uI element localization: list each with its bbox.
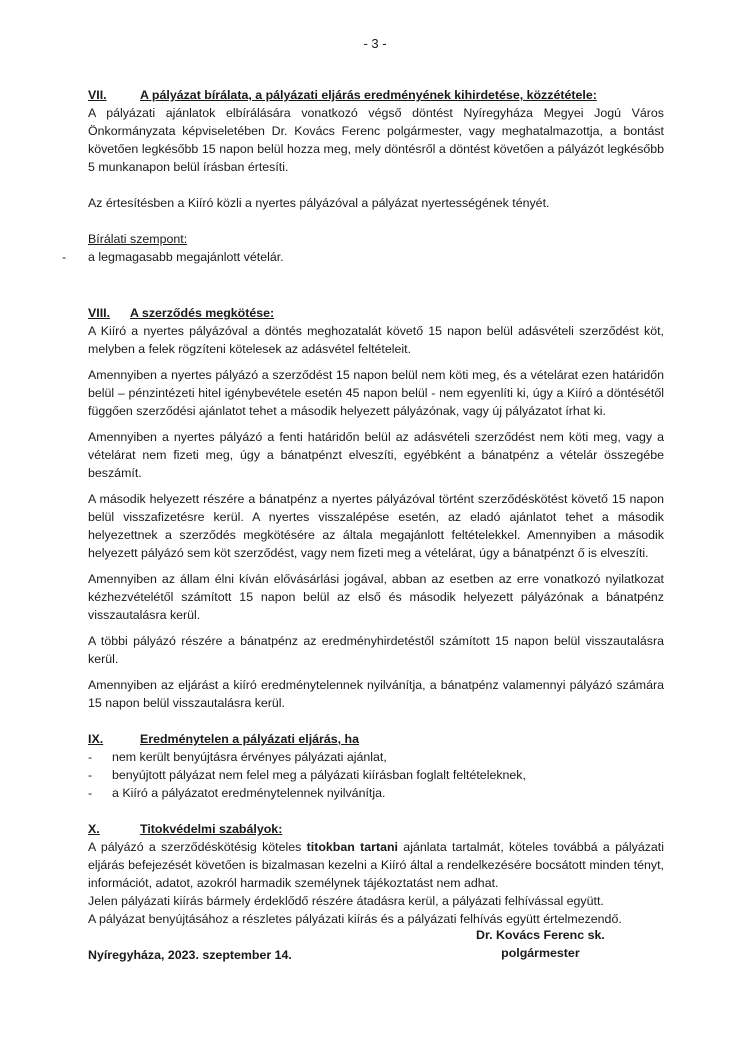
list-item [88,784,664,802]
signature-block [476,926,605,962]
signer-title: polgármester [501,946,580,960]
signer-name: Dr. Kovács Ferenc sk. [476,928,605,942]
paragraph: A Kiíró a nyertes pályázóval a döntés meghozatalát követő 15 napon belül adásvételi szerződést köt, melyben a felek rögzíteni kötelesek az adásvétel feltételeit. [88,324,664,356]
list-item [88,748,664,766]
section-x [88,820,664,928]
place-date: Nyíregyháza, 2023. szeptember 14. [88,948,292,962]
dash-bullet: - [88,768,93,782]
section-vii [62,86,664,266]
section-title: Eredménytelen a pályázati eljárás, ha [140,732,360,746]
section-viii [88,304,664,712]
paragraph: A pályázati ajánlatok elbírálására vonatkozó végső döntést Nyíregyháza Megyei Jogú Város Önkormányzata képviseletében Dr. Kovács Ferenc polgármester, vagy meghatalmazottja, a bontást követően legkésőbb 15 napon belül hozza meg, mely döntésről a döntést követően a pályázót legkésőbb 5 munkanapon belül írásban értesíti. [88,106,664,174]
condition-list [88,748,664,802]
section-number: VIII. [88,306,111,320]
section-ix [88,730,664,802]
section-heading [88,730,664,748]
section-number: VII. [88,88,107,102]
list-item-text: a Kiíró a pályázatot eredménytelennek nyilvánítja. [112,786,386,800]
section-title: Titokvédelmi szabályok: [140,822,283,836]
section-title: A pályázat bírálata, a pályázati eljárás eredményének kihirdetése, közzététele: [140,88,597,102]
section-number: X. [88,822,100,836]
emphasis-text: titokban tartani [306,840,399,854]
document-body [62,86,664,964]
list-item [62,248,664,266]
section-heading [88,86,664,104]
paragraph: A pályázat benyújtásához a részletes pályázati kiírás és a pályázati felhívás együtt értelmezendő. [88,912,622,926]
paragraph: Jelen pályázati kiírás bármely érdeklődő részére átadásra kerül, a pályázati felhívással együtt. [88,894,604,908]
paragraph: Amennyiben az eljárást a kiíró eredménytelennek nyilvánítja, a bánatpénz valamennyi pályázó számára 15 napon belül visszautalásra kerül. [88,678,664,710]
dash-bullet: - [88,786,93,800]
criteria-label: Bírálati szempont: [88,232,188,246]
dash-bullet: - [88,750,93,764]
list-item-text: nem került benyújtásra érvényes pályázati ajánlat, [112,750,387,764]
paragraph: Amennyiben a nyertes pályázó a fenti határidőn belül az adásvételi szerződést nem köti meg, vagy a vételárat nem fizeti meg, úgy a bánatpénzt elveszíti, egyébként a bánatpénz a vételár összegébe beszámít. [88,430,664,480]
paragraph: Amennyiben az állam élni kíván elővásárlási jogával, abban az esetben az erre vonatkozó nyilatkozat kézhezvételétől számított 15 napon belül az első és második helyezett pályázónak a bánatpénz visszautalásra kerül. [88,572,664,622]
section-heading [88,820,664,838]
section-number: IX. [88,732,104,746]
dash-bullet: - [62,250,67,264]
paragraph: A pályázó a szerződéskötésig köteles titokban tartani ajánlata tartalmát, köteles továbbá a pályázati eljárás befejezését követően is bizalmasan kezelni a Kiíró által a rendelkezésére bocsátott minden tényt, információt, adatot, azokról harmadik személynek tájékoztatást nem adhat. [88,840,664,890]
paragraph: A többi pályázó részére a bánatpénz az eredményhirdetéstől számított 15 napon belül visszautalásra kerül. [88,634,664,666]
paragraph: A második helyezett részére a bánatpénz a nyertes pályázóval történt szerződéskötést követő 15 napon belül visszafizetésre kerül. A nyertes visszalépése esetén, az eladó ajánlatot tehet a második helyezettnek a szerződés megkötésére az általa megajánlott feltételekkel. Amennyiben a második helyezett pályázó sem köt szerződést, vagy nem fizeti meg a vételárat, úgy a bánatpénzt ő is elveszíti. [88,492,664,560]
section-heading [88,304,664,322]
list-item-text: benyújtott pályázat nem felel meg a pályázati kiírásban foglalt feltételeknek, [112,768,526,782]
list-item-text: a legmagasabb megajánlott vételár. [88,250,284,264]
section-title: A szerződés megkötése: [130,306,275,320]
list-item [88,766,664,784]
page-number: - 3 - [363,36,387,51]
paragraph: Amennyiben a nyertes pályázó a szerződést 15 napon belül nem köti meg, és a vételárat ezen határidőn belül – pénzintézeti hitel igénybevétele esetén 45 napon belül - nem egyenlíti ki, úgy a Kiíró a döntésétől függően szerződési ajánlatot tehet a második helyezett pályázónak, vagy új pályázatot írhat ki. [88,368,664,418]
paragraph: Az értesítésben a Kiíró közli a nyertes pályázóval a pályázat nyertességének tényét. [88,196,550,210]
